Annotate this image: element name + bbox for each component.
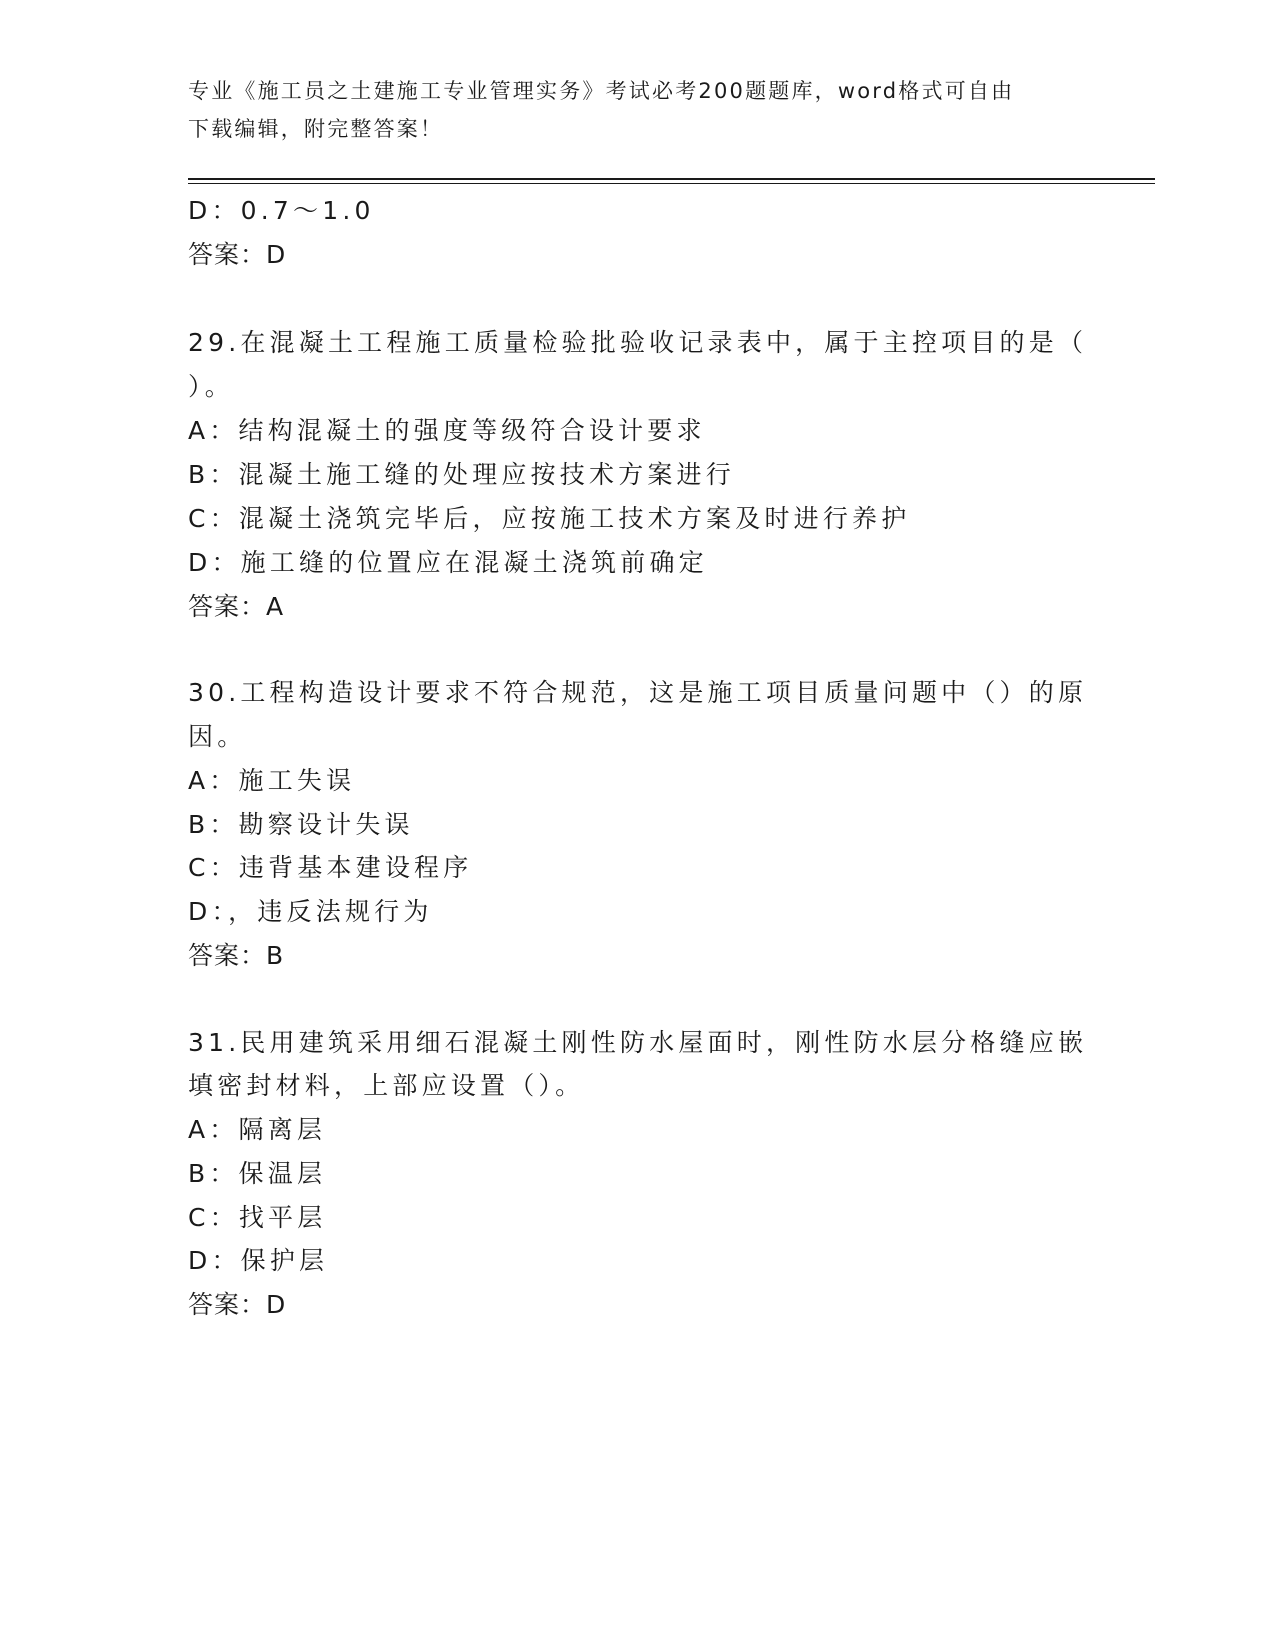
question-stem-line-2: 因。 — [188, 722, 247, 751]
prev-question-option-d: D：0.7～1.0 — [188, 196, 375, 225]
option-c: C：违背基本建设程序 — [188, 853, 473, 882]
option-a: A：结构混凝土的强度等级符合设计要求 — [188, 416, 706, 445]
option-d: D：保护层 — [188, 1246, 329, 1275]
answer: 答案：A — [188, 592, 285, 621]
question-stem-line-2: ）。 — [188, 372, 234, 401]
question-stem-line-1: 29.在混凝土工程施工质量检验批验收记录表中，属于主控项目的是（ — [188, 328, 1088, 357]
option-b: B：保温层 — [188, 1159, 327, 1188]
header-title-line-1: 专业《施工员之土建施工专业管理实务》考试必考200题题库，word格式可自由 — [188, 79, 1015, 103]
answer: 答案：D — [188, 1290, 287, 1319]
option-b: B：勘察设计失误 — [188, 810, 414, 839]
header-divider-thick — [188, 178, 1155, 180]
option-c: C：找平层 — [188, 1203, 327, 1232]
option-d: D：，违反法规行为 — [188, 897, 433, 926]
question-stem-line-1: 31.民用建筑采用细石混凝土刚性防水屋面时，刚性防水层分格缝应嵌 — [188, 1028, 1088, 1057]
document-header — [188, 72, 1088, 148]
option-a: A：隔离层 — [188, 1115, 327, 1144]
option-d: D：施工缝的位置应在混凝土浇筑前确定 — [188, 548, 708, 577]
header-title-line-2: 下载编辑，附完整答案！ — [188, 117, 444, 141]
header-divider-thin — [188, 183, 1155, 184]
option-b: B：混凝土施工缝的处理应按技术方案进行 — [188, 460, 735, 489]
prev-question-answer: 答案：D — [188, 240, 287, 269]
question-stem-line-2: 填密封材料，上部应设置（）。 — [188, 1071, 585, 1100]
question-stem-line-1: 30.工程构造设计要求不符合规范，这是施工项目质量问题中（）的原 — [188, 678, 1088, 707]
option-c: C：混凝土浇筑完毕后，应按施工技术方案及时进行养护 — [188, 504, 911, 533]
option-a: A：施工失误 — [188, 766, 356, 795]
answer: 答案：B — [188, 941, 285, 970]
